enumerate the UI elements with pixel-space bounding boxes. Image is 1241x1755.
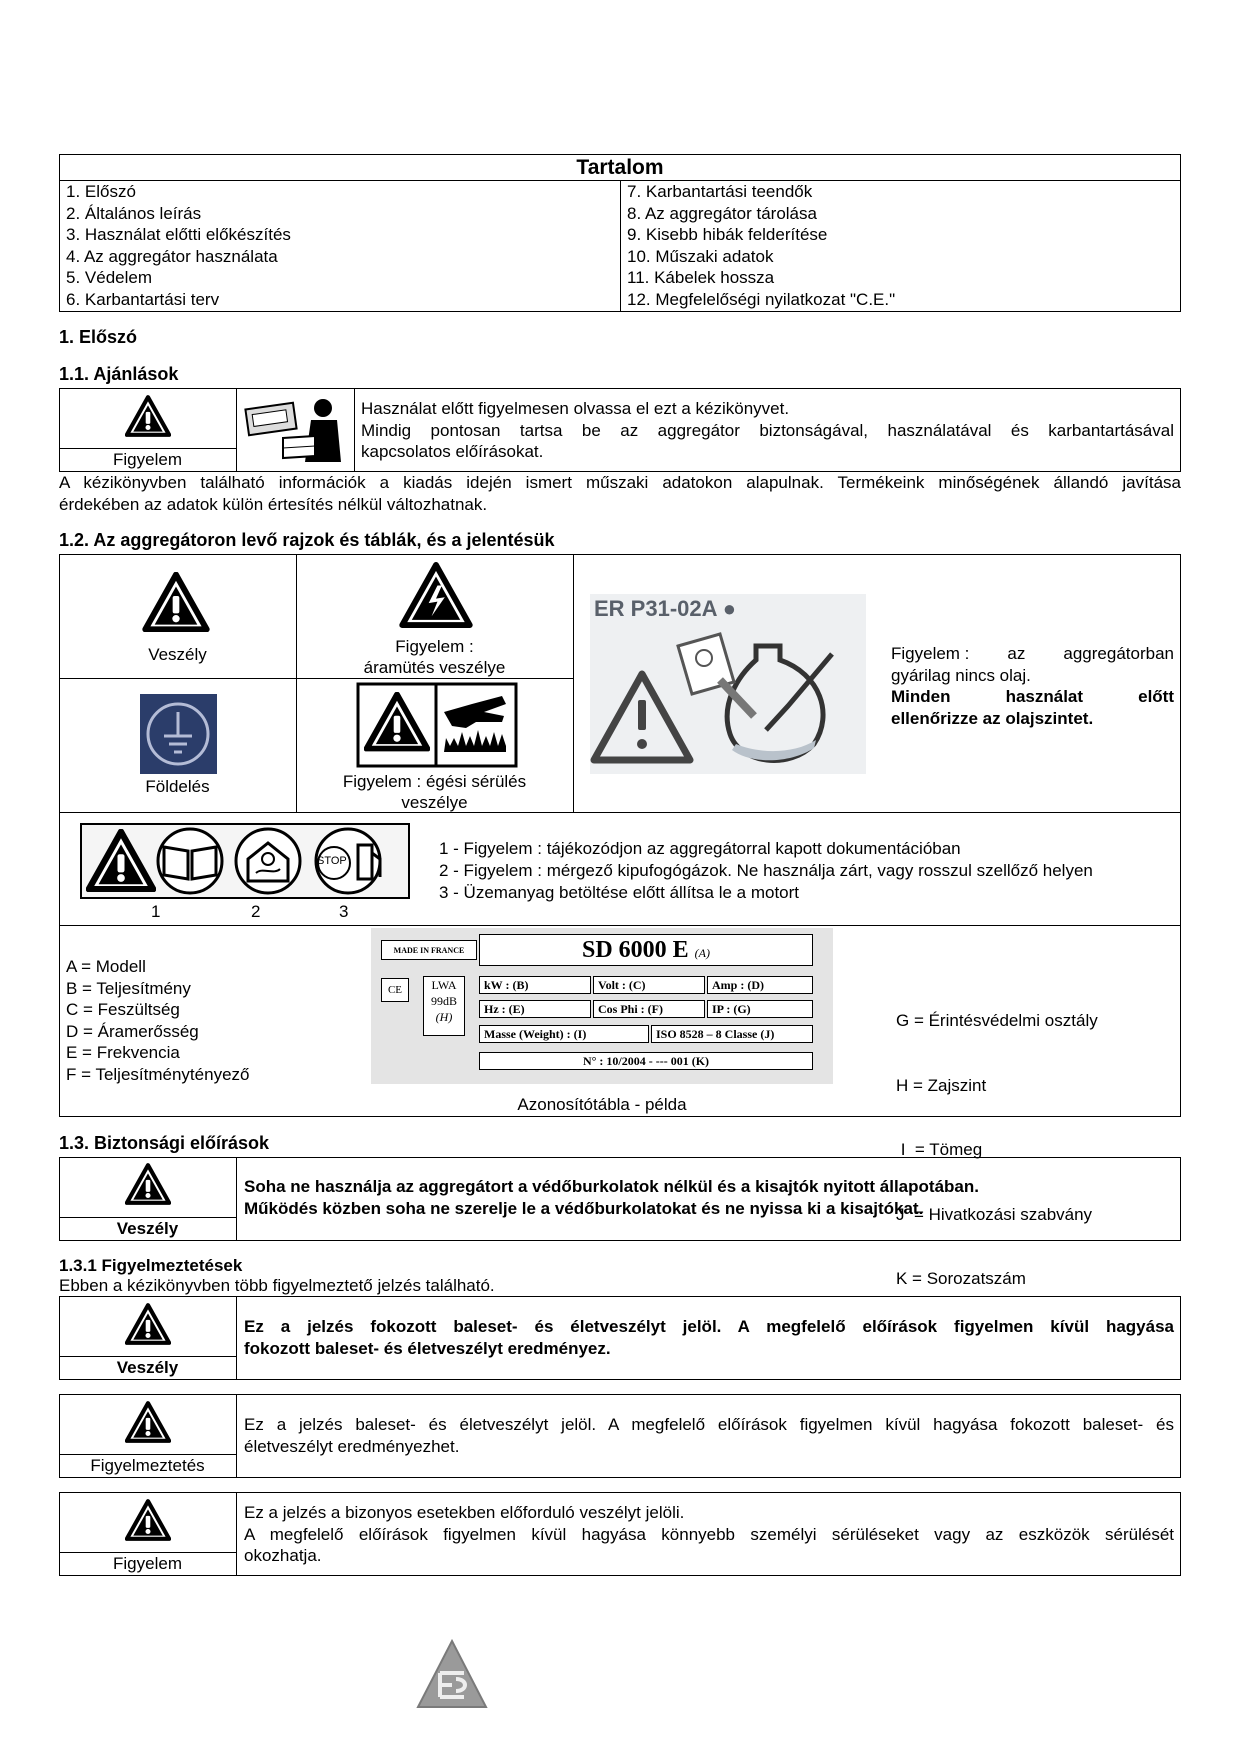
pictogram-stop-text: STOP: [317, 855, 347, 867]
plate-legend-right: G = Érintésvédelmi osztály H = Zajszint I = Tömeg J = Hivatkozási szabvány K = Sorozatszám: [896, 1011, 1098, 1288]
section-title-recommendations: 1.1. Ajánlások: [59, 364, 179, 384]
reading-manual-icon: [243, 392, 351, 468]
badge-label: Veszély: [116, 1358, 179, 1377]
lwa-box: LWA 99dB (H): [423, 976, 465, 1036]
toc-item[interactable]: 11. Kábelek hossza: [627, 268, 775, 287]
badge-label: Figyelmeztetés: [90, 1456, 205, 1475]
made-in-label: MADE IN FRANCE: [381, 940, 477, 960]
burn-hazard-icon: [356, 682, 518, 768]
plate-kw: kW : (B): [479, 976, 591, 994]
toc-title: Tartalom: [576, 156, 664, 179]
danger-label: Veszély: [148, 645, 207, 664]
toc-item[interactable]: 3. Használat előtti előkészítés: [66, 225, 291, 244]
plate-model: SD 6000 E (A): [479, 934, 813, 966]
section-title-foreword: 1. Előszó: [59, 327, 138, 347]
toc-item[interactable]: 1. Előszó: [66, 182, 136, 201]
warnings-intro: Ebben a kézikönyvben több figyelmeztető jelzés található.: [59, 1276, 495, 1295]
plate-serial: N° : 10/2004 - --- 001 (K): [479, 1052, 813, 1070]
section-title-warnings: 1.3.1 Figyelmeztetések: [59, 1256, 243, 1275]
status-dot-icon: ●: [716, 596, 737, 621]
warning-text-caution: Ez a jelzés baleset- és életveszélyt jelöl. A megfelelő előírások figyelmen kívül hagyása fokozott baleset- és életveszélyt eredményezhet.: [244, 1415, 1174, 1456]
oil-label-code: ER P31-02A ●: [594, 596, 737, 621]
danger-triangle-icon: [142, 572, 210, 632]
plate-iso: ISO 8528 – 8 Classe (J): [651, 1025, 813, 1043]
section-title-safety: 1.3. Biztonsági előírások: [59, 1133, 270, 1153]
toc-item[interactable]: 5. Védelem: [66, 268, 152, 287]
toc-item[interactable]: 10. Műszaki adatok: [627, 246, 774, 266]
warning-triangle-icon: [125, 1163, 171, 1205]
warning-triangle-icon: [125, 395, 171, 437]
shock-label: Figyelem : áramütés veszélye: [363, 637, 506, 677]
safety-text: Soha ne használja az aggregátort a védőburkolatok nélkül és a kisajtók nyitott állapotában. Működés közben soha ne szerelje le a védőburkolatokat és ne nyissa ki a kisajtókat.: [244, 1177, 979, 1218]
toc-item[interactable]: 7. Karbantartási teendők: [627, 182, 813, 201]
toc-right-list: [627, 181, 895, 310]
plate-cosphi: Cos Phi : (F): [593, 1000, 705, 1018]
identification-plate: [371, 928, 833, 1084]
ce-mark: CE: [381, 978, 409, 1002]
toc-item[interactable]: 4. Az aggregátor használata: [66, 246, 278, 266]
plate-hz: Hz : (E): [479, 1000, 591, 1018]
pictogram-strip-image: [80, 823, 410, 899]
warning-text-attention: Ez a jelzés a bizonyos esetekben előforduló veszélyt jelöli. A megfelelő előírások figyelmen kívül hagyása könnyebb személyi sérüléseket vagy az eszközök sérülését okozhatja.: [244, 1503, 1174, 1565]
pictogram-number: 3: [339, 902, 349, 921]
pictogram-number: 2: [251, 902, 261, 921]
earth-label: Földelés: [145, 777, 210, 796]
recommendations-text: Használat előtt figyelmesen olvassa el ezt a kézikönyvet. Mindig pontosan tartsa be az aggregátor biztonságával, használatával és karbantartásával kapcsolatos előírásokat.: [361, 399, 1174, 461]
plate-caption: Azonosítótábla - példa: [517, 1095, 687, 1114]
warning-triangle-icon: [125, 1401, 171, 1443]
pictogram-number: 1: [151, 902, 161, 921]
toc-item[interactable]: 12. Megfelelőségi nyilatkozat "C.E.": [627, 289, 896, 309]
plate-volt: Volt : (C): [593, 976, 705, 994]
oil-warning-text: Figyelem : az aggregátorban gyárilag nincs olaj. Minden használat előtt ellenőrizze az olajszintet.: [891, 644, 1174, 728]
warning-triangle-icon: [125, 1303, 171, 1345]
pictogram-legend: 1 - Figyelem : tájékozódjon az aggregátorral kapott dokumentációban 2 - Figyelem : mérgező kipufogógázok. Ne használja zárt, vagy rosszul szellőző helyen 3 - Üzemanyag betöltése előtt állítsa le a motort: [439, 839, 1093, 902]
plate-masse: Masse (Weight) : (I): [479, 1025, 649, 1043]
plate-amp: Amp : (D): [707, 976, 813, 994]
section-title-labels: 1.2. Az aggregátoron levő rajzok és táblák, és a jelentésük: [59, 530, 555, 550]
info-paragraph: A kézikönyvben található információk a kiadás idején ismert műszaki adatokon alapulnak. Termékeink minőségének állandó javítása érdekében az adatok külön értesítés nélkül változhatnak.: [59, 473, 1181, 514]
badge-label: Veszély: [116, 1219, 179, 1238]
toc-item[interactable]: 9. Kisebb hibák felderítése: [627, 225, 828, 244]
warning-text-danger: Ez a jelzés fokozott baleset- és életveszélyt jelöl. A megfelelő előírások figyelmen kívül hagyása fokozott baleset- és életveszélyt eredményez.: [244, 1317, 1174, 1358]
burn-label: Figyelem : égési sérülés veszélye: [342, 772, 527, 812]
brand-logo-icon: [416, 1637, 488, 1711]
toc-item[interactable]: 6. Karbantartási terv: [66, 289, 220, 309]
toc-item[interactable]: 2. Általános leírás: [66, 203, 202, 223]
warning-triangle-icon: [125, 1499, 171, 1541]
electric-shock-icon: [398, 562, 474, 628]
toc-left-list: [66, 181, 291, 310]
plate-ip: IP : (G): [707, 1000, 813, 1018]
badge-label: Figyelem: [113, 450, 182, 469]
earth-ground-icon: [140, 694, 217, 774]
badge-label: Figyelem: [113, 1554, 182, 1573]
toc-item[interactable]: 8. Az aggregátor tárolása: [627, 203, 817, 223]
plate-legend-left: A = Modell B = Teljesítmény C = Feszültség D = Áramerősség E = Frekvencia F = Teljesítménytényező: [66, 957, 250, 1084]
